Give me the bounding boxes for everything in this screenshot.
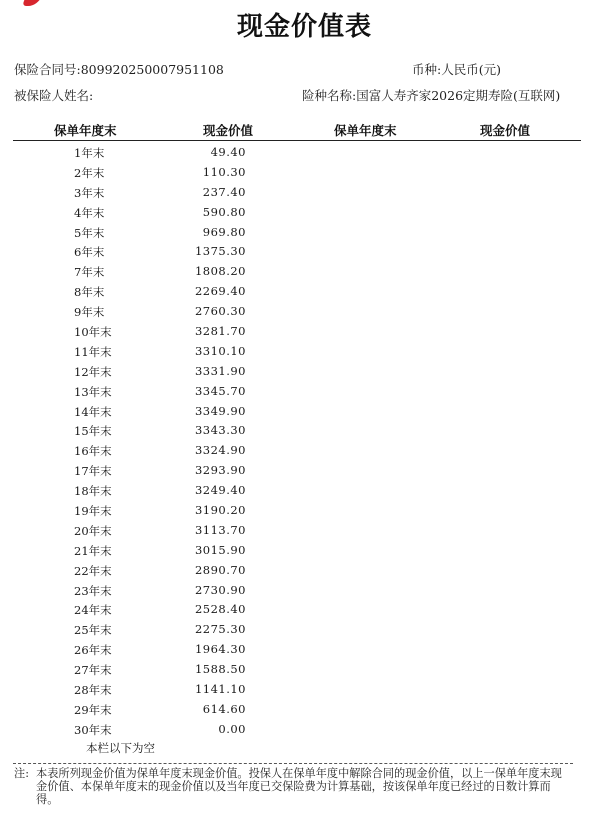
cash-value-cell: 3281.70 (194, 324, 246, 339)
cash-value-cell: 2760.30 (194, 304, 246, 319)
cash-value-cell: 614.60 (202, 701, 246, 716)
policy-year-cell: 10年末 (74, 325, 112, 340)
cash-value-cell: 3310.10 (194, 343, 246, 358)
cash-value-cell: 2275.30 (194, 622, 246, 637)
product-name-value: 国富人寿齐家2026定期寿险(互联网) (356, 88, 561, 103)
policy-year-cell: 7年末 (74, 265, 105, 280)
table-row (0, 660, 609, 680)
footer-dashed-divider (13, 763, 573, 764)
policy-year-cell: 11年末 (74, 344, 112, 359)
policy-year-cell: 6年末 (74, 245, 105, 260)
policy-year-cell: 22年末 (74, 563, 112, 578)
policy-year-cell: 21年末 (74, 543, 112, 558)
table-row (0, 700, 609, 720)
policy-year-cell: 13年末 (74, 384, 112, 399)
table-row (0, 242, 609, 262)
product-name-row (302, 86, 560, 104)
header-cash-value-left: 现金价值 (203, 123, 254, 138)
policy-year-cell: 5年末 (74, 225, 105, 240)
policy-year-cell: 9年末 (74, 305, 105, 320)
policy-year-cell: 29年末 (74, 702, 112, 717)
table-row (0, 342, 609, 362)
table-row (0, 541, 609, 561)
cash-value-cell: 969.80 (202, 224, 246, 239)
cash-value-cell: 1808.20 (194, 264, 246, 279)
table-row (0, 680, 609, 700)
policy-year-cell: 25年末 (74, 623, 112, 638)
cash-value-cell: 3190.20 (194, 503, 246, 518)
policy-year-cell: 8年末 (74, 285, 105, 300)
currency-row (412, 60, 501, 78)
table-row (0, 720, 609, 740)
policy-year-cell: 12年末 (74, 364, 112, 379)
policy-year-cell: 30年末 (74, 722, 112, 737)
policy-year-cell: 20年末 (74, 523, 112, 538)
table-row (0, 143, 609, 163)
cash-value-cell: 1588.50 (194, 662, 246, 677)
policy-year-cell: 2年末 (74, 165, 105, 180)
cash-value-cell: 237.40 (202, 184, 246, 199)
cash-value-cell: 3345.70 (194, 383, 246, 398)
cash-value-cell: 1964.30 (194, 642, 246, 657)
cash-value-cell: 3343.30 (194, 423, 246, 438)
table-row (0, 481, 609, 501)
cash-value-cell: 1375.30 (194, 244, 246, 259)
table-row (0, 203, 609, 223)
below-empty-marker: 本栏以下为空 (86, 741, 155, 755)
policy-year-cell: 26年末 (74, 643, 112, 658)
table-row (0, 461, 609, 481)
cash-value-cell: 110.30 (202, 164, 246, 179)
policy-year-cell: 15年末 (74, 424, 112, 439)
cash-value-table (0, 143, 609, 740)
table-row (0, 421, 609, 441)
policy-year-cell: 16年末 (74, 444, 112, 459)
table-row (0, 600, 609, 620)
cash-value-cell: 590.80 (202, 204, 246, 219)
footnote (14, 768, 570, 806)
table-row (0, 521, 609, 541)
table-row (0, 223, 609, 243)
contract-number-value: 809920250007951108 (80, 62, 224, 77)
cash-value-cell: 3331.90 (194, 363, 246, 378)
policy-year-cell: 28年末 (74, 683, 112, 698)
header-cash-value-right: 现金价值 (480, 123, 531, 138)
table-row (0, 620, 609, 640)
header-policy-year-left: 保单年度末 (54, 123, 117, 138)
product-name-label: 险种名称: (302, 88, 357, 103)
cash-value-cell: 3324.90 (194, 443, 246, 458)
table-row (0, 262, 609, 282)
policy-year-cell: 1年末 (74, 146, 105, 160)
insured-name-label: 被保险人姓名: (14, 88, 94, 103)
cash-value-cell: 2528.40 (194, 602, 246, 617)
cash-value-cell: 3249.40 (194, 483, 246, 498)
cash-value-cell: 49.40 (210, 145, 246, 159)
table-row (0, 640, 609, 660)
table-row (0, 282, 609, 302)
table-row (0, 302, 609, 322)
policy-year-cell: 4年末 (74, 205, 105, 220)
cash-value-cell: 1141.10 (194, 682, 246, 697)
policy-year-cell: 23年末 (74, 583, 112, 598)
cash-value-cell: 0.00 (218, 721, 246, 736)
cash-value-cell: 3015.90 (194, 542, 246, 557)
policy-year-cell: 3年末 (74, 185, 105, 200)
table-row (0, 322, 609, 342)
policy-year-cell: 18年末 (74, 484, 112, 499)
header-policy-year-right: 保单年度末 (334, 123, 397, 138)
header-divider (13, 140, 581, 141)
footnote-text: 本表所列现金价值为保单年度末现金价值。投保人在保单年度中解除合同的现金价值，以上一保单年度末现金价值、本保单年度末的现金价值以及当年度已交保险费为计算基础，按该保单年度已经过的日数计算而得。 (36, 767, 562, 806)
policy-year-cell: 24年末 (74, 603, 112, 618)
table-row (0, 402, 609, 422)
contract-number-row (14, 60, 224, 78)
cash-value-cell: 2730.90 (194, 582, 246, 597)
cash-value-cell: 3349.90 (194, 403, 246, 418)
currency-value: 人民币(元) (441, 62, 501, 77)
table-row (0, 581, 609, 601)
policy-year-cell: 17年末 (74, 464, 112, 479)
table-row (0, 561, 609, 581)
table-row (0, 382, 609, 402)
cash-value-cell: 3293.90 (194, 463, 246, 478)
table-row (0, 362, 609, 382)
table-row (0, 163, 609, 183)
page-title: 现金价值表 (236, 12, 372, 42)
table-row (0, 501, 609, 521)
cash-value-cell: 3113.70 (194, 522, 246, 537)
footnote-label: 注: (14, 767, 29, 780)
insured-name-row (14, 86, 93, 104)
policy-year-cell: 27年末 (74, 663, 112, 678)
table-row (0, 441, 609, 461)
contract-number-label: 保险合同号: (14, 62, 81, 77)
policy-year-cell: 14年末 (74, 404, 112, 419)
policy-year-cell: 19年末 (74, 504, 112, 519)
currency-label: 币种: (412, 62, 442, 77)
table-row (0, 183, 609, 203)
cash-value-cell: 2269.40 (194, 284, 246, 299)
cash-value-cell: 2890.70 (194, 562, 246, 577)
